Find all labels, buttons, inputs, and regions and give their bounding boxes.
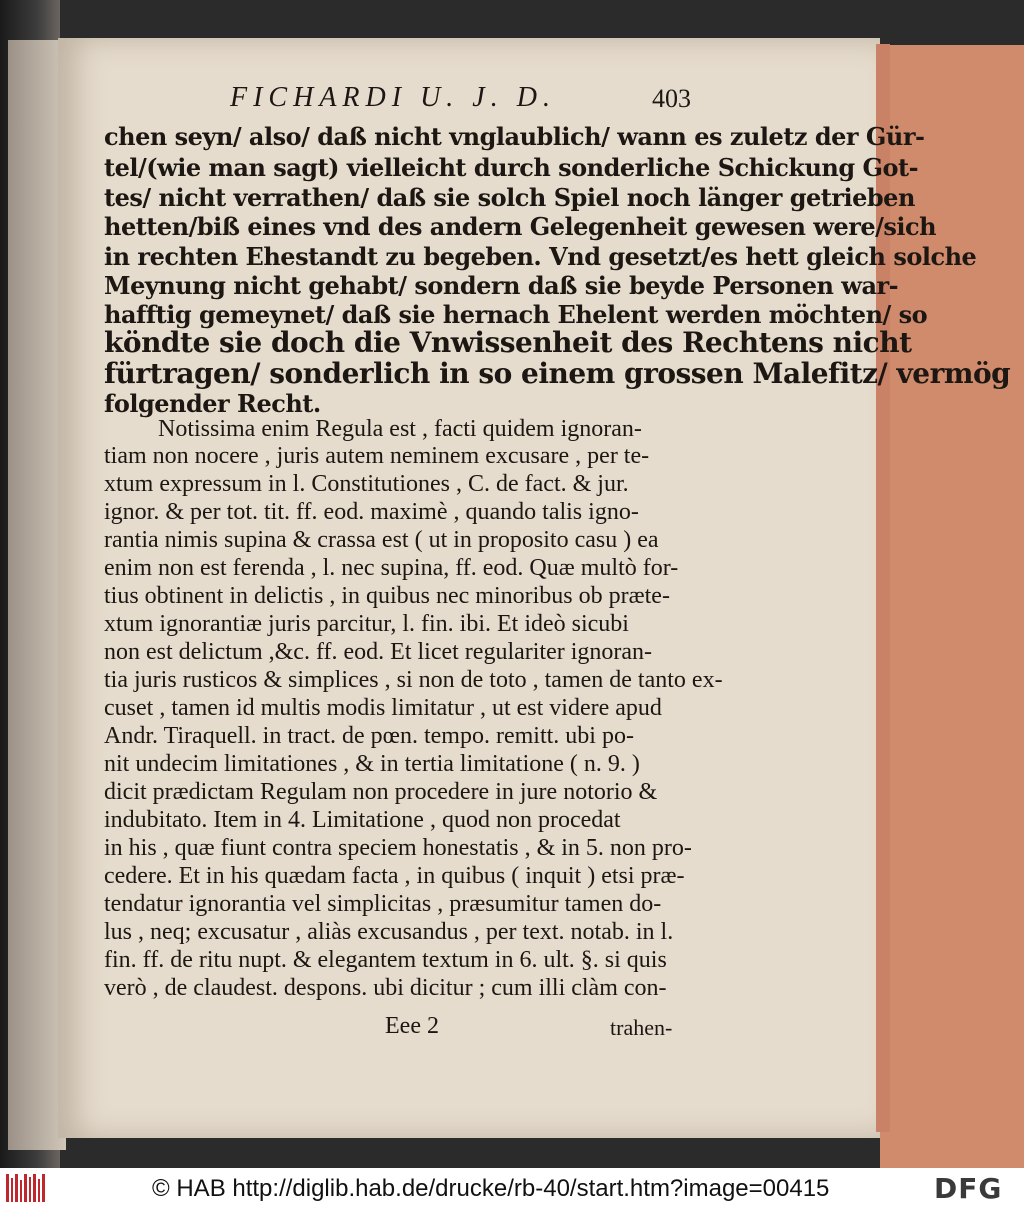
text-line: cuset , tamen id multis modis limitatur , ut est videre apud <box>104 695 662 721</box>
text-line: tia juris rusticos & simplices , si non de toto , tamen de tanto ex- <box>104 667 723 693</box>
text-line: nit undecim limitationes , & in tertia limitatione ( n. 9. ) <box>104 751 640 777</box>
text-line: verò , de claudest. despons. ubi dicitur ; cum illi clàm con- <box>104 975 667 1001</box>
text-line: fürtragen/ sonderlich in so einem grossen Malefitz/ vermög <box>104 357 1011 390</box>
text-line: in his , quæ fiunt contra speciem honestatis , & in 5. non pro- <box>104 835 692 861</box>
text-line: xtum ignorantiæ juris parcitur, l. fin. ibi. Et ideò sicubi <box>104 611 629 637</box>
text-line: chen seyn/ also/ daß nicht vnglaublich/ wann es zuletz der Gür- <box>104 122 925 151</box>
catchword: trahen- <box>610 1015 673 1040</box>
text-line: tiam non nocere , juris autem neminem excusare , per te- <box>104 443 650 469</box>
text-line: rantia nimis supina & crassa est ( ut in proposito casu ) ea <box>104 527 659 553</box>
text-line: tel/(wie man sagt) vielleicht durch sonderliche Schickung Got- <box>104 153 919 182</box>
text-line: xtum expressum in l. Constitutiones , C. de fact. & jur. <box>104 471 629 497</box>
text-line: tes/ nicht verrathen/ daß sie solch Spiel noch länger getrieben <box>104 183 915 212</box>
text-line: fin. ff. de ritu nupt. & elegantem textum in 6. ult. §. si quis <box>104 947 667 973</box>
text-line: enim non est ferenda , l. nec supina, ff. eod. Quæ multò for- <box>104 555 679 581</box>
text-line: non est delictum ,&c. ff. eod. Et licet regulariter ignoran- <box>104 639 653 665</box>
text-line: folgender Recht. <box>104 389 321 418</box>
text-line: tius obtinent in delictis , in quibus nec minoribus ob præte- <box>104 583 670 609</box>
text-line: dicit prædictam Regulam non procedere in jure notorio & <box>104 779 658 805</box>
text-line: tendatur ignorantia vel simplicitas , præsumitur tamen do- <box>104 891 662 917</box>
text-line: Andr. Tiraquell. in tract. de pœn. tempo. remitt. ubi po- <box>104 723 634 749</box>
text-line: hafftig gemeynet/ daß sie hernach Ehelent werden möchten/ so <box>104 300 928 329</box>
text-line: Meynung nicht gehabt/ sondern daß sie beyde Personen war- <box>104 271 899 300</box>
dfg-logo: DFG <box>934 1172 1003 1205</box>
text-line: in rechten Ehestandt zu begeben. Vnd gesetzt/es hett gleich solche <box>104 242 977 271</box>
text-line: Notissima enim Regula est , facti quidem ignoran- <box>158 416 642 442</box>
running-title: FICHARDI U. J. D. <box>230 82 556 113</box>
text-line: indubitato. Item in 4. Limitatione , quod non procedat <box>104 807 621 833</box>
signature-mark: Eee 2 <box>385 1013 439 1039</box>
text-line: köndte sie doch die Vnwissenheit des Rechtens nicht <box>104 326 912 359</box>
text-line: hetten/biß eines vnd des andern Gelegenheit gewesen were/sich <box>104 212 937 241</box>
text-line: cedere. Et in his quædam facta , in quibus ( inquit ) etsi præ- <box>104 863 685 889</box>
page-number: 403 <box>652 84 691 113</box>
text-line: ignor. & per tot. tit. ff. eod. maximè , quando talis igno- <box>104 499 639 525</box>
text-line: lus , neq; excusatur , aliàs excusandus , per text. notab. in l. <box>104 919 674 945</box>
copyright-link[interactable]: © HAB http://diglib.hab.de/drucke/rb-40/start.htm?image=00415 <box>152 1175 830 1202</box>
hab-barcode-icon <box>6 1172 46 1204</box>
